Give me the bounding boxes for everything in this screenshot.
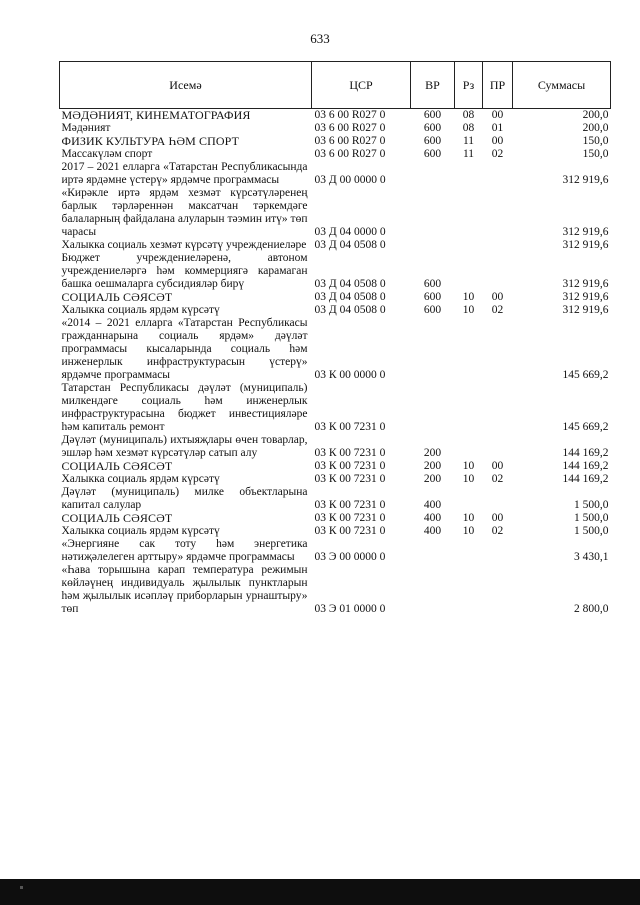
- row-name: Халыкка социаль ярдәм күрсәтү: [61, 473, 220, 485]
- row-sum: 144 169,2: [562, 473, 609, 485]
- row-vr: [411, 564, 455, 616]
- row-csr: 03 6 00 R027 0: [314, 135, 386, 147]
- row-name: СОЦИАЛЬ СӘЯСӘТ: [61, 459, 173, 473]
- row-pr: 02: [491, 304, 504, 316]
- row-csr: 03 К 00 7231 0: [314, 512, 386, 524]
- row-vr: 600: [423, 148, 442, 160]
- row-sum: 312 919,6: [562, 226, 609, 238]
- row-sum: 1 500,0: [574, 525, 609, 537]
- row-rz: [455, 187, 483, 239]
- row-sum: 144 169,2: [562, 447, 609, 459]
- table-row: [60, 460, 611, 473]
- row-sum: 312 919,6: [562, 291, 609, 303]
- row-rz: 10: [462, 473, 475, 485]
- row-csr: 03 6 00 R027 0: [314, 109, 386, 121]
- row-vr: 600: [423, 278, 442, 290]
- row-rz: 10: [462, 304, 475, 316]
- row-rz: [455, 252, 483, 291]
- row-name: Халыкка социаль хезмәт күрсәтү учреждениеләре: [61, 239, 307, 251]
- row-csr: 03 К 00 7231 0: [314, 447, 386, 459]
- row-rz: 10: [462, 525, 475, 537]
- header-csr: ЦСР: [312, 62, 411, 109]
- row-name: Массакүләм спорт: [61, 148, 153, 160]
- row-name: Татарстан Республикасы дәүләт (муниципаль) милкендәге социаль һәм инженерлык инфраструктурасына бюджет инвестицияләре һәм капиталь ремонт: [61, 382, 308, 433]
- row-rz: 11: [462, 148, 475, 160]
- row-rz: [455, 161, 483, 187]
- table-row: [60, 525, 611, 538]
- row-rz: [455, 317, 483, 382]
- row-pr: [483, 486, 513, 512]
- row-vr: 600: [423, 135, 442, 147]
- row-vr: 400: [423, 512, 442, 524]
- row-csr: 03 Э 01 0000 0: [314, 603, 386, 615]
- scan-mark: [20, 886, 23, 889]
- row-rz: 08: [462, 109, 475, 121]
- row-vr: 200: [423, 460, 442, 472]
- row-pr: [483, 161, 513, 187]
- row-csr: 03 К 00 7231 0: [314, 525, 386, 537]
- row-sum: 312 919,6: [562, 239, 609, 251]
- row-vr: 600: [423, 304, 442, 316]
- row-pr: [483, 187, 513, 239]
- row-csr: 03 К 00 0000 0: [314, 369, 386, 381]
- row-sum: 144 169,2: [562, 460, 609, 472]
- row-name: СОЦИАЛЬ СӘЯСӘТ: [61, 511, 173, 525]
- header-name: Исемә: [60, 62, 312, 109]
- row-csr: 03 6 00 R027 0: [314, 148, 386, 160]
- row-pr: 00: [491, 109, 504, 121]
- row-rz: [455, 538, 483, 564]
- row-name: «Энергияне сак тоту һәм энергетика нәтиҗәлелеген арттыру» ярдәмче программасы: [61, 538, 308, 563]
- row-sum: 145 669,2: [562, 369, 609, 381]
- row-vr: 200: [423, 473, 442, 485]
- row-name: «Кирәкле иртә ярдәм хезмәт күрсәтүләренең барлык тәрләреннән максатчан тәркемдәге балаларның файдалана алуларын тәэмин итү» төп чарасы: [61, 187, 308, 238]
- row-vr: 600: [423, 122, 442, 134]
- row-sum: 145 669,2: [562, 421, 609, 433]
- header-pr: ПР: [483, 62, 513, 109]
- row-sum: 3 430,1: [574, 551, 609, 563]
- row-pr: 01: [491, 122, 504, 134]
- row-csr: 03 Э 00 0000 0: [314, 551, 386, 563]
- row-pr: 02: [491, 525, 504, 537]
- row-sum: 1 500,0: [574, 512, 609, 524]
- row-rz: 08: [462, 122, 475, 134]
- row-name: Дәүләт (муниципаль) ихтыяҗлары өчен товарлар, эшләр һәм хезмәт күрсәтүләр сатып алу: [61, 434, 308, 459]
- row-sum: 150,0: [582, 148, 609, 160]
- table-row: [60, 161, 611, 187]
- row-pr: 00: [491, 460, 504, 472]
- row-csr: 03 Д 04 0508 0: [314, 278, 386, 290]
- row-sum: 200,0: [582, 122, 609, 134]
- row-sum: 312 919,6: [562, 174, 609, 186]
- row-sum: 312 919,6: [562, 304, 609, 316]
- row-csr: 03 К 00 7231 0: [314, 460, 386, 472]
- row-vr: [411, 239, 455, 252]
- row-pr: 02: [491, 473, 504, 485]
- table-row: [60, 538, 611, 564]
- table-row: [60, 486, 611, 512]
- row-name: МӘДӘНИЯТ, КИНЕМАТОГРАФИЯ: [61, 108, 251, 122]
- table-row: [60, 252, 611, 291]
- row-vr: [411, 317, 455, 382]
- row-csr: 03 К 00 7231 0: [314, 473, 386, 485]
- row-pr: [483, 538, 513, 564]
- row-sum: 2 800,0: [574, 603, 609, 615]
- row-pr: [483, 252, 513, 291]
- table-row: [60, 512, 611, 525]
- table-row: [60, 317, 611, 382]
- budget-table: [59, 61, 611, 616]
- row-rz: [455, 382, 483, 434]
- table-row: [60, 239, 611, 252]
- table-row: [60, 564, 611, 616]
- table-row: [60, 473, 611, 486]
- table-row: [60, 135, 611, 148]
- row-pr: 00: [491, 512, 504, 524]
- row-pr: [483, 434, 513, 460]
- row-name: 2017 – 2021 елларга «Татарстан Республикасында иртә ярдәмне үстерү» ярдәмче программасы: [61, 161, 308, 186]
- table-row: [60, 291, 611, 304]
- row-name: «2014 – 2021 елларга «Татарстан Республикасы гражданнарына социаль ярдәм» дәүләт программасы кысаларында социаль һәм инженерлык инфраструктурасын үстерү» ярдәмче программасы: [61, 317, 308, 381]
- table-row: [60, 382, 611, 434]
- row-vr: 400: [423, 525, 442, 537]
- row-csr: 03 6 00 R027 0: [314, 122, 386, 134]
- row-sum: 312 919,6: [562, 278, 609, 290]
- row-name: Халыкка социаль ярдәм күрсәтү: [61, 304, 220, 316]
- row-csr: 03 К 00 7231 0: [314, 421, 386, 433]
- row-csr: 03 К 00 7231 0: [314, 499, 386, 511]
- row-name: ФИЗИК КУЛЬТУРА ҺӘМ СПОРТ: [61, 134, 240, 148]
- row-pr: [483, 239, 513, 252]
- row-vr: [411, 187, 455, 239]
- row-name: «Һава торышына карап температура режимын көйләүнең индивидуаль җылылык пунктларын һәм җылылык исәпләү приборларын урнаштыру» төп: [61, 564, 308, 615]
- row-sum: 1 500,0: [574, 499, 609, 511]
- table-row: [60, 109, 611, 123]
- row-pr: 00: [491, 135, 504, 147]
- row-name: СОЦИАЛЬ СӘЯСӘТ: [61, 290, 173, 304]
- row-pr: 02: [491, 148, 504, 160]
- row-rz: 11: [462, 135, 475, 147]
- header-vr: ВР: [411, 62, 455, 109]
- row-rz: [455, 564, 483, 616]
- header-sum: Суммасы: [513, 62, 611, 109]
- row-vr: [411, 538, 455, 564]
- row-vr: 400: [423, 499, 442, 511]
- row-rz: [455, 486, 483, 512]
- row-rz: [455, 434, 483, 460]
- row-pr: 00: [491, 291, 504, 303]
- row-name: Бюджет учреждениеләренә, автоном учреждениеләргә һәм коммерциягә карамаган башка оешмаларга субсидияләр бирү: [61, 252, 308, 290]
- row-name: Мәдәният: [61, 122, 111, 134]
- row-name: Дәүләт (муниципаль) милке объектларына капитал салулар: [61, 486, 308, 511]
- table-row: [60, 434, 611, 460]
- row-name: Халыкка социаль ярдәм күрсәтү: [61, 525, 220, 537]
- page-number: 633: [310, 31, 330, 46]
- row-rz: 10: [462, 291, 475, 303]
- row-vr: [411, 382, 455, 434]
- row-csr: 03 Д 04 0508 0: [314, 291, 386, 303]
- row-pr: [483, 382, 513, 434]
- row-vr: [411, 161, 455, 187]
- row-vr: 600: [423, 291, 442, 303]
- row-vr: 600: [423, 109, 442, 121]
- row-sum: 200,0: [582, 109, 609, 121]
- row-csr: 03 Д 04 0508 0: [314, 239, 386, 251]
- row-sum: 150,0: [582, 135, 609, 147]
- row-pr: [483, 317, 513, 382]
- row-rz: [455, 239, 483, 252]
- scan-bottom-edge: [0, 879, 640, 905]
- header-rz: Рз: [455, 62, 483, 109]
- row-pr: [483, 564, 513, 616]
- row-rz: 10: [462, 512, 475, 524]
- table-header-row: [60, 62, 611, 109]
- row-csr: 03 Д 04 0000 0: [314, 226, 386, 238]
- row-rz: 10: [462, 460, 475, 472]
- table-row: [60, 304, 611, 317]
- table-row: [60, 187, 611, 239]
- row-csr: 03 Д 00 0000 0: [314, 174, 386, 186]
- row-vr: 200: [423, 447, 442, 459]
- table-row: [60, 148, 611, 161]
- row-csr: 03 Д 04 0508 0: [314, 304, 386, 316]
